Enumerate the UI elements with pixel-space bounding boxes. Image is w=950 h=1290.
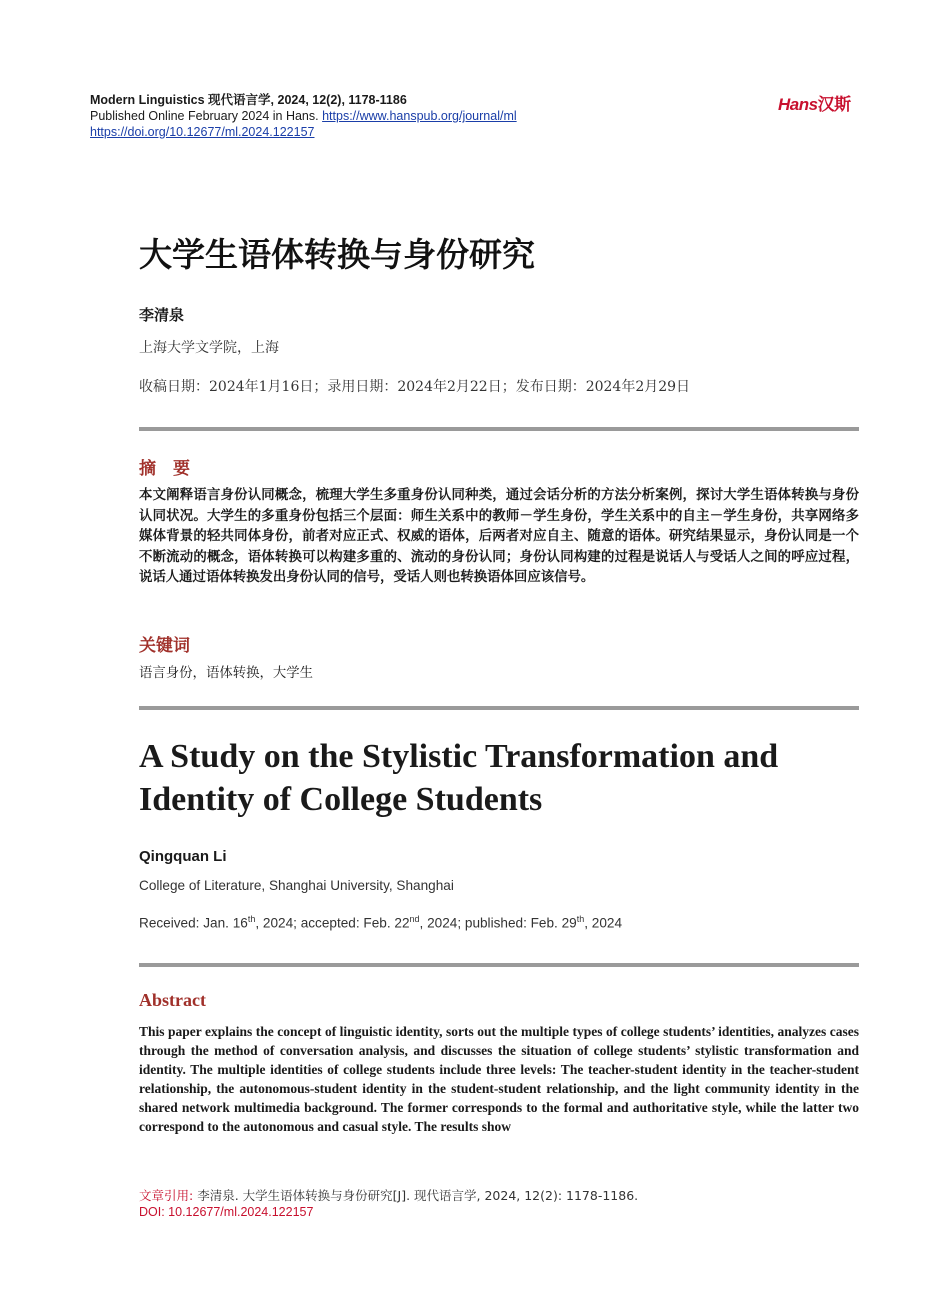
- author-cn: 李清泉: [139, 306, 185, 324]
- affiliation-cn: 上海大学文学院，上海: [139, 340, 279, 356]
- abstract-heading-en: Abstract: [139, 990, 206, 1010]
- accepted-sup: nd: [409, 914, 420, 924]
- paper-title-en: A Study on the Stylistic Transformation and Identity of College Students: [139, 738, 779, 818]
- doi-url-link[interactable]: https://doi.org/10.12677/ml.2024.122157: [90, 125, 315, 139]
- hans-logo: [778, 90, 851, 115]
- received-sup: th: [247, 914, 256, 924]
- published-prefix: Published Online February 2024 in Hans.: [90, 109, 323, 123]
- abstract-cn: 本文阐释语言身份认同概念，梳理大学生多重身份认同种类，通过会话分析的方法分析案例，探讨大学生语体转换与身份认同状况。大学生的多重身份包括三个层面：师生关系中的教师－学生身份，学生关系中的自主－学生身份，共享网络多媒体背景的轻共同体身份，前者对应正式、权威的语体，后两者对应自主、随意的语体。研究结果显示，身份认同是一个不断流动的概念，语体转换可以构建多重的、流动的身份认同；身份认同构建的过程是说话人与受话人之间的呼应过程，说话人通过语体转换发出身份认同的信号，受话人则也转换语体回应该信号。: [139, 488, 859, 586]
- accepted-text: , 2024; accepted: Feb. 22: [255, 915, 410, 931]
- journal-citation-line: Modern Linguistics 现代语言学, 2024, 12(2), 1178-1186: [90, 93, 407, 107]
- year-end-text: , 2024: [584, 915, 623, 931]
- divider-bottom: [139, 963, 859, 967]
- logo-cn-text: 汉斯: [817, 95, 851, 114]
- citation: [139, 1186, 638, 1204]
- dates-cn: 收稿日期：2024年1月16日；录用日期：2024年2月22日；发布日期：2024年2月29日: [139, 379, 691, 395]
- journal-url-link[interactable]: https://www.hanspub.org/journal/ml: [322, 109, 517, 123]
- keywords-cn: 语言身份，语体转换，大学生: [139, 666, 314, 681]
- author-en: Qingquan Li: [139, 848, 227, 865]
- keywords-heading-cn: 关键词: [139, 636, 190, 656]
- citation-text: 李清泉. 大学生语体转换与身份研究[J]. 现代语言学, 2024, 12(2): 1178-1186.: [197, 1188, 639, 1203]
- abstract-heading-cn: 摘 要: [139, 459, 190, 479]
- affiliation-en: College of Literature, Shanghai University, Shanghai: [139, 878, 454, 893]
- doi-footer: DOI: 10.12677/ml.2024.122157: [139, 1205, 314, 1219]
- published-sup: th: [576, 914, 585, 924]
- received-text: Received: Jan. 16: [139, 915, 248, 931]
- citation-label: 文章引用:: [139, 1188, 198, 1203]
- dates-en: [139, 914, 622, 931]
- published-text: , 2024; published: Feb. 29: [419, 915, 577, 931]
- abstract-en: This paper explains the concept of linguistic identity, sorts out the multiple types of college students’ identities, analyzes cases through the method of conversation analysis, and discusses the situation of college students’ stylistic transformation and identity. The multiple identities of college students include three levels: The teacher-student identity in the teacher-student relationship, the autonomous-student identity in the student-student relationship, and the light community identity in the shared network multimedia background. The former corresponds to the formal and authoritative style, while the latter two correspond to the autonomous and casual style. The results show: [139, 1024, 859, 1134]
- divider-middle: [139, 706, 859, 710]
- journal-header: [90, 92, 517, 140]
- divider-top: [139, 427, 859, 431]
- paper-title-cn: 大学生语体转换与身份研究: [139, 235, 535, 274]
- logo-text: Hans: [778, 95, 818, 114]
- published-line: [90, 108, 517, 124]
